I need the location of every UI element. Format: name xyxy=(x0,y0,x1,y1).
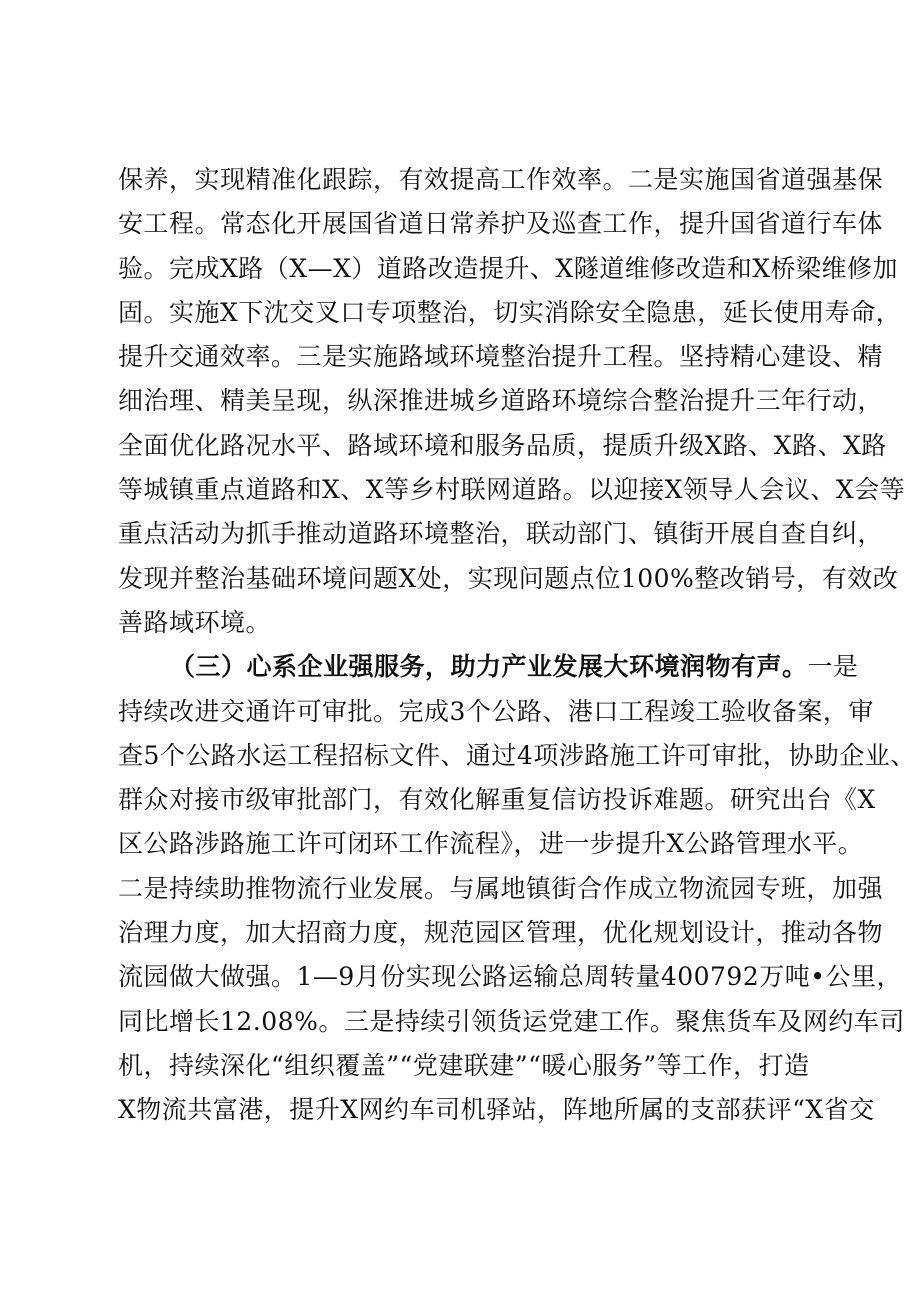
text-line: 机，持续深化“组织覆盖”“党建联建”“暖心服务”等工作，打造 xyxy=(118,1050,810,1080)
text-line: 善路域环境。 xyxy=(118,607,272,637)
section-heading-line xyxy=(118,645,859,689)
text-line: 群众对接市级审批部门，有效化解重复信访投诉难题。研究出台《X xyxy=(118,785,876,815)
paragraph-enterprise-service xyxy=(118,645,916,1132)
text-line: 查5个公路水运工程招标文件、通过4项涉路施工许可审批，协助企业、 xyxy=(118,740,916,770)
text-line: 细治理、精美呈现，纵深推进城乡道路环境综合整治提升三年行动， xyxy=(118,386,884,416)
text-line: X物流共富港，提升X网约车司机驿站，阵地所属的支部获评“X省交 xyxy=(118,1095,875,1125)
text-line: 区公路涉路施工许可闭环工作流程》，进一步提升X公路管理水平。 xyxy=(118,829,864,859)
section-heading: （三）心系企业强服务，助力产业发展大环境润物有声。 xyxy=(170,652,808,682)
text-line: 重点活动为抓手推动道路环境整治，联动部门、镇街开展自查自纠， xyxy=(118,519,884,549)
text-line: 提升交通效率。三是实施路域环境整治提升工程。坚持精心建设、精 xyxy=(118,342,884,372)
heading-line-rest: 一是 xyxy=(807,652,859,682)
text-line: 全面优化路况水平、路域环境和服务品质，提质升级X路、X路、X路 xyxy=(118,430,887,460)
text-line: 流园做大做强。1—9月份实现公路运输总周转量400792万吨•公里， xyxy=(118,962,902,992)
text-line: 保养，实现精准化跟踪，有效提高工作效率。二是实施国省道强基保 xyxy=(118,165,884,194)
text-line: 治理力度，加大招商力度，规范园区管理，优化规划设计，推动各物 xyxy=(118,918,884,948)
text-line: 发现并整治基础环境问题X处，实现问题点位100%整改销号，有效改 xyxy=(118,563,899,593)
text-line: 等城镇重点道路和X、X等乡村联网道路。以迎接X领导人会议、X会等 xyxy=(118,475,906,505)
text-line: 验。完成X路（X—X）道路改造提升、X隧道维修改造和X桥梁维修加 xyxy=(118,253,898,283)
text-line: 固。实施X下沈交叉口专项整治，切实消除安全隐患，延长使用寿命， xyxy=(118,297,902,327)
text-line: 二是持续助推物流行业发展。与属地镇街合作成立物流园专班，加强 xyxy=(118,873,884,903)
document-body xyxy=(118,158,916,1133)
paragraph-road-maintenance xyxy=(118,158,906,645)
text-line: 同比增长12.08%。三是持续引领货运党建工作。聚焦货车及网约车司 xyxy=(118,1006,905,1036)
text-line: 持续改进交通许可审批。完成3个公路、港口工程竣工验收备案，审 xyxy=(118,696,874,726)
text-line: 安工程。常态化开展国省道日常养护及巡查工作，提升国省道行车体 xyxy=(118,209,884,239)
